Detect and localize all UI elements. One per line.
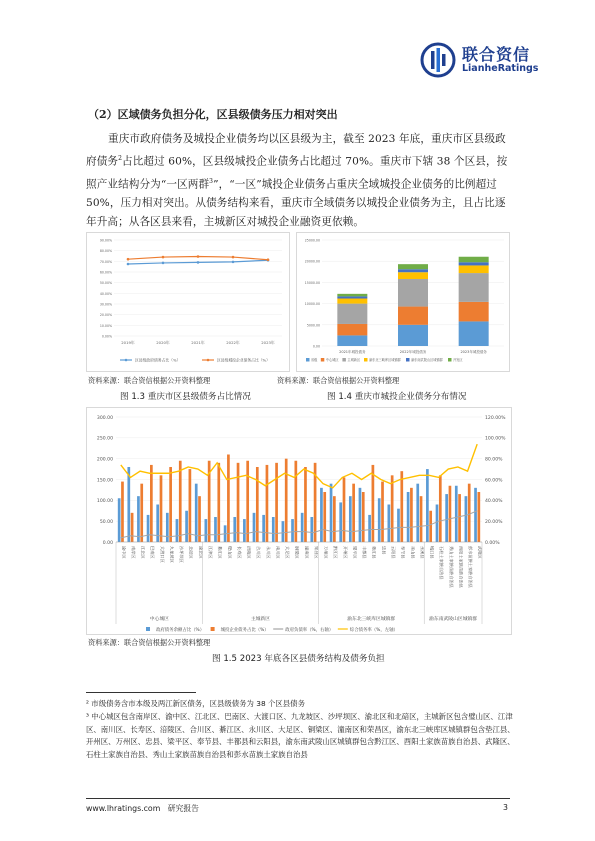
x-tick-label: 2022年 [226,340,240,345]
bar-lgfv-debt-share [477,492,480,542]
footnote-2: ² 市级债务含市本级及两江新区债务，区县级债务为 38 个区县债务 [86,699,305,708]
y-tick-label: 80.00% [99,249,112,254]
group-label: 渝东北三峡库区城镇群 [347,617,396,622]
x-tick-label: 武隆区 [477,546,483,559]
legend-label: 政府负债率（%，右轴） [285,627,334,633]
stacked-bar-segment [398,325,428,346]
legend-label: 渝东南武陵山区城镇群 [411,358,443,363]
legend-label: 中心城区 [325,358,339,363]
x-tick-label: 大渡口区 [159,546,165,563]
bar-lgfv-debt-share [400,471,403,542]
right-y-tick-label: 120.00% [485,415,506,421]
paragraph-part-2: 占比超过 60%，区县级城投企业债务占比超过 70%。重庆市下辖 38 个区县，按照产业结构分为“一区两群 [86,155,508,191]
caption-fig-1-3: 图 1.3 重庆市区县级债务占比情况 [120,392,251,402]
paragraph-part-3: ”，“一区”城投企业债务占重庆全域城投企业债务的比例超过 50%，压力相对突出。从债务结构来看，重庆市全域债务以城投企业债务为主，且占比逐年升高；从各区县来看，主城新区对城投企业融资更依赖。 [86,178,506,229]
bar-lgfv-debt-share [237,463,240,542]
legend-label: 开发区 [453,358,463,363]
x-tick-label: 长寿区 [236,546,242,559]
x-tick-label: 开州区 [342,546,348,559]
x-tick-label: 忠县 [381,546,387,555]
legend-label: 城投企业债务占比（%） [220,627,269,633]
bar-lgfv-debt-share [189,469,192,542]
x-tick-label: 荣昌区 [313,546,319,559]
stacked-bar-segment [459,257,489,263]
bar-gov-debt-share [185,511,188,542]
legend-swatch [306,358,310,362]
x-tick-label: 合川区 [256,546,262,559]
group-label: 中心城区 [149,617,169,622]
bar-gov-debt-share [156,505,159,543]
stacked-bar-segment [398,272,428,279]
y-tick-label: 50.00% [99,281,112,286]
bar-lgfv-debt-share [294,461,297,542]
bar-lgfv-debt-share [362,492,365,542]
left-y-tick-label: 200.00 [96,457,113,463]
stacked-bar-segment [459,273,489,302]
bar-gov-debt-share [349,496,352,542]
paragraph-part-1: 重庆市政府债务及城投企业债务均以区县级为主，截至 2023 年底，重庆市区县级政府债务 [86,133,506,168]
bar-lgfv-debt-share [449,486,452,542]
source-fig-1-5: 资料来源：联合资信根据公开资料整理 [88,638,211,647]
legend-marker [207,359,210,362]
bar-lgfv-debt-share [246,461,249,542]
page-number: 3 [503,803,508,812]
stacked-bar-segment [337,294,367,297]
x-tick-label: 2019年 [121,340,135,345]
bar-gov-debt-share [320,488,323,542]
bar-lgfv-debt-share [266,465,269,542]
left-y-tick-label: 100.00 [96,499,113,505]
bar-lgfv-debt-share [169,467,172,542]
x-tick-label: 2020年 [156,340,170,345]
bar-gov-debt-share [253,513,256,542]
legend-label: 政府债务余额占比（%） [156,627,205,633]
x-tick-label: 渝中区 [121,546,127,559]
x-tick-label: 巫溪县 [419,546,425,559]
x-tick-label: 秀山土家族苗族自治县 [448,546,454,588]
bar-gov-debt-share [195,484,198,542]
x-tick-label: 丰都县 [362,546,368,559]
legend-swatch [321,358,325,362]
bar-lgfv-debt-share [179,461,182,542]
bar-gov-debt-share [445,494,448,542]
x-tick-label: 北碚区 [188,546,194,559]
stacked-bar-segment [337,304,367,324]
data-point [127,263,130,266]
brand-mark-icon [420,42,456,78]
y-tick-label: 60.00% [99,270,112,275]
chart-frame [87,233,290,372]
y-tick-label: 70.00% [99,259,112,264]
brand-name-en: LianheRatings [462,63,539,74]
x-tick-label: 南岸区 [130,546,136,559]
left-y-tick-label: 50.00 [99,519,113,525]
bar-lgfv-debt-share [381,482,384,542]
y-tick-label: 0.00 [312,344,320,349]
x-tick-label: 万州区 [323,546,329,559]
left-y-tick-label: 250.00 [96,436,113,442]
brand-logo [420,40,570,80]
legend-swatch [364,358,368,362]
x-tick-label: 大足区 [285,546,291,559]
bar-lgfv-debt-share [150,465,153,542]
data-point [127,258,130,261]
right-y-tick-label: 20.00% [485,519,503,525]
bar-gov-debt-share [455,486,458,542]
footer-site-link[interactable]: www.lhratings.com [86,804,161,813]
bar-gov-debt-share [205,519,208,542]
bar-gov-debt-share [416,484,419,542]
y-tick-label: 30.00% [99,302,112,307]
y-tick-label: 90.00% [99,238,112,243]
stacked-bar-segment [398,269,428,272]
legend-swatch [211,627,215,631]
bar-lgfv-debt-share [343,477,346,542]
x-tick-label: 铜梁区 [294,546,300,559]
legend-label: 主城新区 [347,358,361,363]
right-y-tick-label: 100.00% [485,436,506,442]
y-tick-label: 10000.00 [304,302,320,307]
x-tick-label: 2021年城投债务 [339,350,366,354]
x-tick-label: 潼南区 [304,546,310,559]
stacked-bar-segment [398,307,428,325]
bar-lgfv-debt-share [429,511,432,542]
bar-gov-debt-share [339,502,342,542]
x-tick-label: 永川区 [265,546,271,559]
footnote-3: ³ 中心城区包含南岸区、渝中区、江北区、巴南区、大渡口区、九龙坡区、沙坪坝区、渝北区和北碚区，主城新区包含璧山区、江津区、南川区、长寿区、涪陵区、合川区、綦江区、永川区、大足区、铜梁区、潼南区和荣昌区，渝东北三峡库区城镇群包含垫江县、开州区、万州区、忠县、梁平区、奉节县、丰都县和云阳县，渝东南武陵山区城镇群包含黔江区、酉阳土家族苗族自治县、武隆区、石柱土家族自治县、秀山土家族苗族自治县和彭水苗族土家族自治县 [86,712,515,759]
legend-label: 区县级城投企业债务占比（%） [217,357,270,363]
stacked-bar-segment [337,324,367,335]
bar-gov-debt-share [243,519,246,542]
bar-gov-debt-share [368,515,371,542]
data-point [232,261,235,264]
y-tick-label: 20.00% [99,313,112,318]
bar-lgfv-debt-share [160,475,163,542]
y-tick-label: 25000.00 [304,238,320,243]
bar-lgfv-debt-share [410,488,413,542]
bar-gov-debt-share [214,517,217,542]
data-point [197,261,200,264]
data-point [197,255,200,258]
left-y-tick-label: 0.00 [102,540,113,546]
bar-lgfv-debt-share [275,463,278,542]
x-tick-label: 渝北区 [198,546,204,559]
bar-lgfv-debt-share [391,475,394,542]
bar-gov-debt-share [272,517,275,542]
legend-swatch [448,358,452,362]
group-label: 主城新区 [250,617,271,622]
x-tick-label: 2023年城投债务 [460,350,487,354]
bar-gov-debt-share [147,515,150,542]
chart-fig-1-5 [86,407,512,635]
stacked-bar-segment [459,262,489,265]
x-tick-label: 涪陵区 [246,546,252,559]
brand-name-cn: 联合资信 [462,45,531,64]
stacked-bar-segment [459,302,489,322]
x-tick-label: 九龙坡区 [169,546,175,563]
x-tick-label: 2021年 [191,340,205,345]
x-tick-label: 江津区 [208,546,213,559]
x-tick-label: 梁平区 [352,546,358,559]
bar-lgfv-debt-share [372,465,375,542]
bar-lgfv-debt-share [256,467,259,542]
legend-swatch [406,358,410,362]
bar-gov-debt-share [388,505,391,543]
footer-site [86,803,199,814]
bar-lgfv-debt-share [217,463,220,542]
bar-lgfv-debt-share [333,496,336,542]
left-y-tick-label: 150.00 [96,478,113,484]
y-tick-label: 5000.00 [306,323,320,328]
bar-lgfv-debt-share [439,475,442,542]
footnote-divider [86,692,196,693]
footer-label: 研究报告 [167,804,199,813]
data-point [162,262,165,265]
bar-lgfv-debt-share [131,513,134,542]
bar-gov-debt-share [166,513,169,542]
y-tick-label: 10.00% [99,323,112,328]
right-y-tick-label: 40.00% [485,499,503,505]
data-point [267,258,270,261]
x-tick-label: 綦江区 [217,546,223,559]
x-tick-label: 江北区 [140,546,146,559]
x-tick-label: 黔江区 [333,546,339,559]
legend-label: 综合债务率（%，左轴） [349,627,398,633]
bar-gov-debt-share [378,498,381,542]
source-fig-1-3: 资料来源：联合资信根据公开资料整理 [88,376,211,385]
source-fig-1-4: 资料来源：联合资信根据公开资料整理 [277,376,400,385]
section-heading: （2）区域债务负担分化，区县级债务压力相对突出 [88,108,338,121]
left-y-tick-label: 300.00 [96,415,113,421]
footnote-ref-3: 3 [209,177,214,185]
bar-gov-debt-share [262,515,265,542]
bar-gov-debt-share [176,519,179,542]
caption-fig-1-4: 图 1.4 重庆市城投企业债务分布情况 [327,392,467,402]
right-y-tick-label: 60.00% [485,478,503,484]
bar-lgfv-debt-share [468,484,471,542]
y-tick-label: 0.00% [101,334,112,339]
footnote-ref-2: 2 [118,155,123,162]
footer-divider [86,798,510,799]
caption-fig-1-5: 图 1.5 2023 年底各区县债务结构及债务负担 [212,654,385,664]
bar-gov-debt-share [118,498,121,542]
bar-gov-debt-share [301,513,304,542]
x-tick-label: 南川区 [275,546,281,559]
bar-gov-debt-share [436,505,439,543]
bar-gov-debt-share [137,496,140,542]
stacked-bar-segment [398,264,428,269]
bar-lgfv-debt-share [304,467,307,542]
y-tick-label: 40.00% [99,291,112,296]
x-tick-label: 2023年 [261,340,275,345]
legend-label: 渝东北三峡库区城镇群 [369,358,401,363]
x-tick-label: 沙坪坝区 [179,546,185,563]
bar-lgfv-debt-share [458,494,461,542]
bar-gov-debt-share [407,492,410,542]
data-point [232,256,235,259]
x-tick-label: 2022年城投债务 [399,350,427,354]
body-paragraph [86,130,510,232]
x-tick-label: 彭水苗族土家族自治县 [468,546,474,588]
bar-lgfv-debt-share [420,496,423,542]
group-label: 渝东南武陵山区城镇群 [429,617,478,622]
x-tick-label: 云阳县 [391,546,396,559]
data-point [162,256,165,259]
bar-lgfv-debt-share [227,455,230,543]
x-tick-label: 奉节县 [400,546,406,559]
chart-fig-1-4 [296,232,510,372]
bar-gov-debt-share [127,467,130,542]
bar-gov-debt-share [465,496,468,542]
x-tick-label: 巫山县 [410,546,416,559]
x-tick-label: 巴南区 [150,546,156,559]
x-tick-label: 酉阳土家族苗族自治县 [458,546,464,588]
chart-fig-1-3 [86,232,290,372]
bar-gov-debt-share [474,488,477,542]
x-tick-label: 石柱土家族自治县 [439,546,445,580]
legend-label: 区县级政府债务占比（%） [135,357,181,363]
bar-lgfv-debt-share [285,459,288,542]
bar-gov-debt-share [282,521,285,542]
bar-lgfv-debt-share [140,484,143,542]
stacked-bar-segment [459,321,489,346]
right-y-tick-label: 0.00% [485,540,500,546]
legend-label: 省级 [311,358,318,363]
y-tick-label: 20000.00 [304,259,320,264]
stacked-bar-segment [337,296,367,298]
stacked-bar-segment [398,279,428,307]
right-y-tick-label: 80.00% [485,457,503,463]
bar-lgfv-debt-share [121,482,124,542]
bar-lgfv-debt-share [352,484,355,542]
bar-gov-debt-share [359,488,362,542]
stacked-bar-segment [459,265,489,273]
legend-marker [125,359,128,362]
x-tick-label: 垫江县 [371,546,377,559]
stacked-bar-segment [337,335,367,346]
bar-gov-debt-share [426,469,429,542]
x-tick-label: 壁山区 [227,546,233,559]
y-tick-label: 15000.00 [304,280,320,285]
stacked-bar-segment [337,299,367,304]
bar-gov-debt-share [310,517,313,542]
bar-gov-debt-share [233,517,236,542]
x-tick-label: 城口县 [429,546,435,559]
bar-gov-debt-share [397,509,400,542]
bar-lgfv-debt-share [323,492,326,542]
legend-swatch [146,627,150,631]
legend-swatch [342,358,346,362]
bar-gov-debt-share [330,484,333,542]
bar-gov-debt-share [291,519,294,542]
